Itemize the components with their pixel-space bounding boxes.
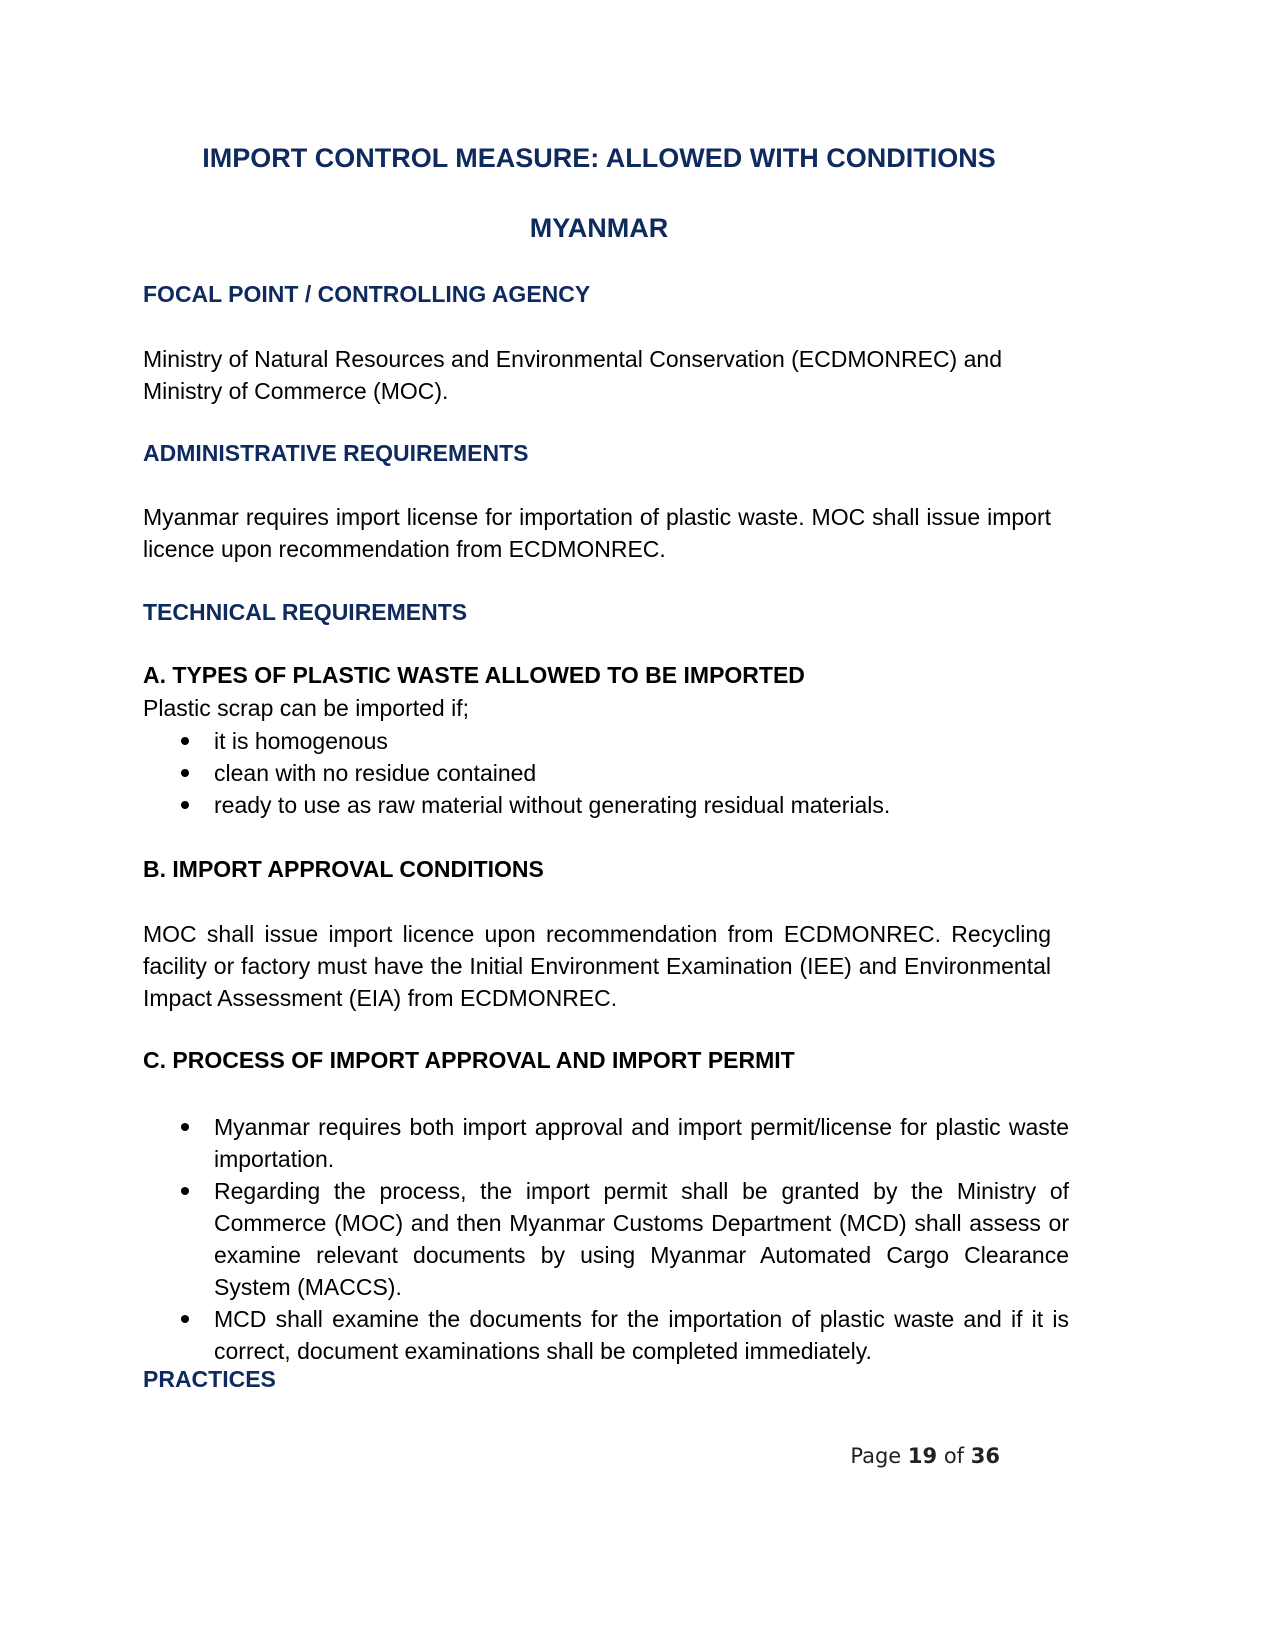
page-label: Page [850, 1444, 902, 1468]
section-b-text: MOC shall issue import licence upon recommendation from ECDMONREC. Recycling facility or factory must have the Initial Environment Examination (IEE) and Environmental Impact Assessment (EIA) from ECDMONREC. [143, 921, 1051, 1011]
section-a-list [143, 725, 1073, 821]
section-b-heading: B. IMPORT APPROVAL CONDITIONS [143, 856, 544, 882]
focal-point-text: Ministry of Natural Resources and Environmental Conservation (ECDMONREC) and Ministry of Commerce (MOC). [143, 346, 1002, 404]
bullet-icon [181, 801, 189, 809]
list-item: it is homogenous [143, 725, 1073, 757]
focal-point-heading: FOCAL POINT / CONTROLLING AGENCY [143, 281, 591, 307]
section-c-list [143, 1111, 1069, 1367]
list-item: Myanmar requires both import approval and import permit/license for plastic waste importation. [143, 1111, 1069, 1175]
section-c-heading: C. PROCESS OF IMPORT APPROVAL AND IMPORT PERMIT [143, 1047, 795, 1073]
section-a-intro: Plastic scrap can be imported if; [143, 695, 469, 721]
list-item: ready to use as raw material without generating residual materials. [143, 789, 1073, 821]
page-number: 19 [907, 1444, 938, 1468]
bullet-icon [181, 737, 189, 745]
list-item: clean with no residue contained [143, 757, 1073, 789]
bullet-icon [181, 1315, 189, 1323]
page-total: 36 [970, 1444, 1000, 1468]
administrative-text: Myanmar requires import license for importation of plastic waste. MOC shall issue import licence upon recommendation from ECDMONREC. [143, 504, 1051, 562]
technical-heading: TECHNICAL REQUIREMENTS [143, 599, 468, 625]
bullet-icon [181, 1123, 189, 1131]
list-item: MCD shall examine the documents for the importation of plastic waste and if it is correct, document examinations shall be completed immediately. [143, 1303, 1069, 1367]
section-a-heading: A. TYPES OF PLASTIC WASTE ALLOWED TO BE IMPORTED [143, 662, 805, 688]
practices-heading: PRACTICES [143, 1366, 276, 1392]
country-title: MYANMAR [529, 213, 669, 243]
administrative-heading: ADMINISTRATIVE REQUIREMENTS [143, 440, 529, 466]
list-item: Regarding the process, the import permit shall be granted by the Ministry of Commerce (MOC) and then Myanmar Customs Department (MCD) shall assess or examine relevant documents by using Myanmar Automated Cargo Clearance System (MACCS). [143, 1175, 1069, 1303]
document-title: IMPORT CONTROL MEASURE: ALLOWED WITH CONDITIONS [202, 143, 996, 173]
bullet-icon [181, 1187, 189, 1195]
bullet-icon [181, 769, 189, 777]
page-footer [850, 1444, 1000, 1468]
of-label: of [943, 1444, 965, 1468]
